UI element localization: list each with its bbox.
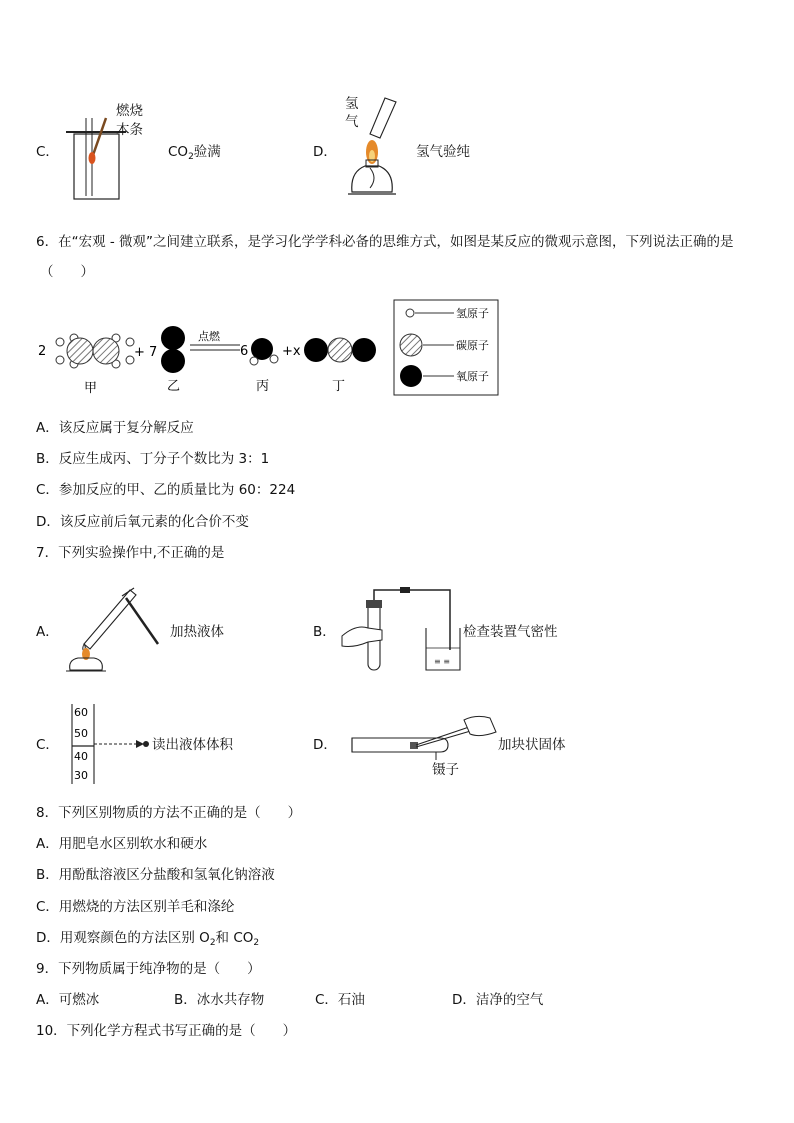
q7-c-tick-40: 40 [74, 750, 88, 763]
q6-coef-bing: 6 [240, 344, 249, 359]
q7-option-a-letter: A． [36, 624, 59, 640]
q6-paren: （ ） [40, 264, 94, 280]
q7-d-caption: 加块状固体 [498, 737, 566, 753]
q7-a-caption: 加热液体 [170, 624, 224, 640]
q5-d-label-h: 氢 [345, 96, 359, 112]
q7-option-b-letter: B． [313, 624, 336, 640]
q6-legend-hydrogen: 氢原子 [456, 307, 489, 320]
q9-stem: 9．下列物质属于纯净物的是（ ） [36, 961, 261, 977]
q9-option-b: B．冰水共存物 [174, 992, 265, 1008]
q6-coef-yi: + 7 [134, 345, 158, 360]
q8-option-b: B．用酚酞溶液区分盐酸和氢氧化钠溶液 [36, 867, 275, 883]
q6-label-bing: 丙 [256, 379, 270, 394]
q6-option-b: B．反应生成丙、丁分子个数比为 3：1 [36, 451, 270, 467]
q6-coef-ding: +x [282, 344, 301, 359]
q7-c-tick-50: 50 [74, 727, 88, 740]
q6-legend-oxygen: 氧原子 [456, 370, 489, 383]
q6-option-c: C．参加反应的甲、乙的质量比为 60：224 [36, 482, 296, 498]
q5-d-label-gas: 气 [345, 114, 359, 130]
q7-b-caption: 检查装置气密性 [463, 624, 558, 640]
q5-c-label-burning: 燃烧 [116, 103, 143, 119]
q6-legend-carbon: 碳原子 [456, 339, 489, 352]
q6-label-yi: 乙 [167, 379, 181, 394]
q6-condition: 点燃 [198, 330, 220, 343]
q10-stem: 10．下列化学方程式书写正确的是（ ） [36, 1023, 297, 1039]
q7-c-tick-60: 60 [74, 706, 88, 719]
q6-option-d: D．该反应前后氧元素的化合价不变 [36, 514, 249, 530]
q7-d-label-tweezers: 镊子 [432, 762, 459, 778]
q6-molecule-bing [250, 338, 278, 365]
q6-molecule-yi [161, 326, 185, 373]
q7-c-figure-cylinder [64, 700, 154, 786]
q5-c-label-stick: 木条 [116, 122, 143, 138]
q6-reaction-diagram [30, 298, 500, 398]
q9-option-c: C．石油 [315, 992, 365, 1008]
q5-option-c-letter: C． [36, 144, 59, 160]
q7-d-figure-tweezers [340, 712, 500, 760]
svg-text:≡ ≡: ≡ ≡ [434, 657, 450, 666]
q7-option-d-letter: D． [313, 737, 337, 753]
q8-option-d: D．用观察颜色的方法区别 $O_2$和 $CO_2$ [36, 930, 260, 948]
q7-b-figure-airtight [338, 580, 463, 674]
q7-c-tick-30: 30 [74, 769, 88, 782]
q7-c-caption: 读出液体体积 [152, 737, 233, 753]
q6-label-ding: 丁 [332, 379, 346, 394]
q6-stem: 6．在“宏观 - 微观”之间建立联系，是学习化学学科必备的思维方式，如图是某反应的微观示意图，下列说法正确的是 [36, 234, 734, 250]
q7-a-figure-heating [62, 578, 167, 673]
q6-label-jia: 甲 [84, 381, 98, 396]
q8-option-a: A．用肥皂水区别软水和硬水 [36, 836, 208, 852]
q5-c-caption: $CO_2$验满 [168, 144, 221, 162]
q6-molecule-ding [304, 338, 376, 362]
q8-stem: 8．下列区别物质的方法不正确的是（ ） [36, 805, 302, 821]
q5-d-caption: 氢气验纯 [416, 144, 470, 160]
q5-d-figure-lamp [340, 94, 405, 206]
q7-stem: 7．下列实验操作中,不正确的是 [36, 545, 225, 561]
q8-option-c: C．用燃烧的方法区别羊毛和涤纶 [36, 899, 235, 915]
q5-option-d-letter: D． [313, 144, 337, 160]
q7-option-c-letter: C． [36, 737, 59, 753]
q6-legend [394, 300, 498, 395]
q6-molecule-jia [56, 334, 134, 368]
q6-option-a: A．该反应属于复分解反应 [36, 420, 194, 436]
q6-coef-jia: 2 [38, 344, 47, 359]
q9-option-d: D．洁净的空气 [452, 992, 544, 1008]
q9-option-a: A．可燃冰 [36, 992, 100, 1008]
